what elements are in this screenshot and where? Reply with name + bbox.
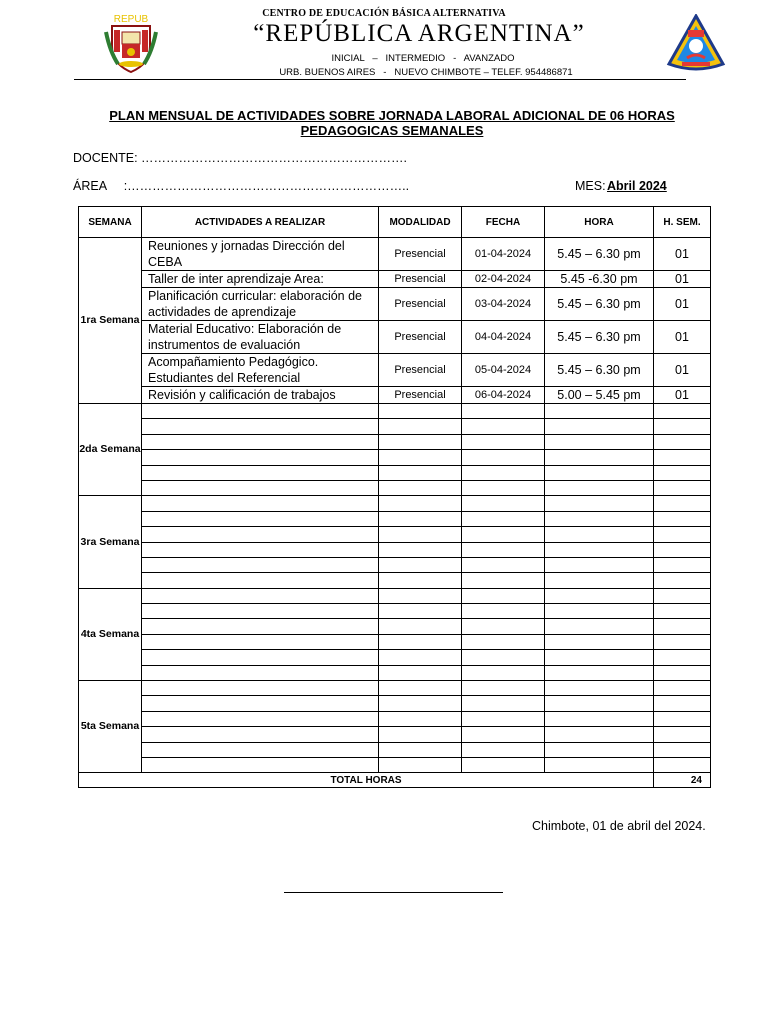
empty-cell (142, 557, 379, 572)
empty-row (79, 757, 711, 772)
area-field: ÁREA :………………………………………………………….. (73, 179, 410, 193)
empty-cell (379, 681, 462, 696)
empty-cell (142, 434, 379, 449)
empty-cell (379, 450, 462, 465)
document-title: PLAN MENSUAL DE ACTIVIDADES SOBRE JORNADA LABORAL ADICIONAL DE 06 HORAS PEDAGOGICAS SEMANALES (109, 108, 675, 138)
empty-cell (462, 650, 545, 665)
time-cell: 5.45 – 6.30 pm (545, 354, 654, 387)
empty-cell (545, 757, 654, 772)
empty-row (79, 419, 711, 434)
empty-cell (545, 604, 654, 619)
modality-cell: Presencial (379, 288, 462, 321)
ceba-shield-logo (666, 14, 726, 72)
empty-cell (654, 665, 711, 680)
empty-cell (142, 619, 379, 634)
empty-cell (545, 588, 654, 603)
week-label: 5ta Semana (79, 681, 142, 773)
table-row (79, 238, 711, 271)
empty-cell (545, 450, 654, 465)
time-cell: 5.00 – 5.45 pm (545, 387, 654, 404)
empty-cell (654, 511, 711, 526)
empty-row (79, 527, 711, 542)
empty-cell (142, 727, 379, 742)
header-fecha: FECHA (462, 207, 545, 238)
empty-row (79, 496, 711, 511)
empty-cell (379, 727, 462, 742)
empty-cell (545, 665, 654, 680)
school-levels: INICIAL – INTERMEDIO - AVANZADO (331, 53, 515, 64)
empty-row (79, 588, 711, 603)
table-header-row (79, 207, 711, 238)
activity-cell: Reuniones y jornadas Dirección del CEBA (142, 238, 379, 271)
empty-cell (462, 727, 545, 742)
empty-cell (654, 527, 711, 542)
empty-row (79, 542, 711, 557)
logo-overlay-text: REPUB (113, 14, 149, 25)
empty-cell (462, 465, 545, 480)
empty-cell (545, 573, 654, 588)
hours-cell: 01 (654, 271, 711, 288)
empty-cell (379, 496, 462, 511)
header-hsem: H. SEM. (654, 207, 711, 238)
empty-cell (545, 434, 654, 449)
empty-cell (379, 511, 462, 526)
hours-cell: 01 (654, 354, 711, 387)
hours-cell: 01 (654, 387, 711, 404)
total-value: 24 (654, 773, 711, 788)
empty-row (79, 665, 711, 680)
empty-cell (654, 450, 711, 465)
empty-row (79, 634, 711, 649)
time-cell: 5.45 – 6.30 pm (545, 288, 654, 321)
empty-cell (142, 665, 379, 680)
date-cell: 02-04-2024 (462, 271, 545, 288)
empty-cell (142, 711, 379, 726)
empty-cell (545, 727, 654, 742)
school-name: “REPÚBLICA ARGENTINA” (253, 20, 585, 47)
empty-cell (142, 573, 379, 588)
empty-row (79, 711, 711, 726)
empty-cell (654, 711, 711, 726)
time-cell: 5.45 – 6.30 pm (545, 321, 654, 354)
header-hora: HORA (545, 207, 654, 238)
empty-cell (379, 757, 462, 772)
empty-cell (545, 742, 654, 757)
empty-cell (462, 711, 545, 726)
empty-cell (654, 757, 711, 772)
empty-cell (379, 604, 462, 619)
empty-cell (462, 527, 545, 542)
hours-cell: 01 (654, 238, 711, 271)
activity-cell: Acompañamiento Pedagógico. Estudiantes del Referencial (142, 354, 379, 387)
school-type: CENTRO DE EDUCACIÓN BÁSICA ALTERNATIVA (262, 8, 506, 19)
activity-cell: Revisión y calificación de trabajos (142, 387, 379, 404)
empty-cell (379, 527, 462, 542)
empty-row (79, 619, 711, 634)
empty-cell (379, 696, 462, 711)
date-cell: 05-04-2024 (462, 354, 545, 387)
table-row (79, 387, 711, 404)
empty-cell (142, 634, 379, 649)
empty-cell (462, 542, 545, 557)
empty-cell (142, 511, 379, 526)
empty-cell (142, 419, 379, 434)
date-cell: 06-04-2024 (462, 387, 545, 404)
empty-row (79, 557, 711, 572)
empty-cell (142, 480, 379, 495)
empty-row (79, 650, 711, 665)
empty-row (79, 604, 711, 619)
empty-row (79, 742, 711, 757)
empty-row (79, 681, 711, 696)
empty-cell (379, 480, 462, 495)
mes-value: Abril 2024 (607, 179, 667, 193)
empty-cell (545, 696, 654, 711)
mes-label: MES: (575, 179, 606, 193)
empty-cell (379, 557, 462, 572)
header-actividades: ACTIVIDADES A REALIZAR (142, 207, 379, 238)
empty-cell (654, 681, 711, 696)
empty-cell (462, 419, 545, 434)
table-row (79, 288, 711, 321)
empty-cell (142, 757, 379, 772)
empty-cell (462, 681, 545, 696)
header-divider (74, 79, 686, 80)
empty-cell (462, 634, 545, 649)
empty-cell (462, 450, 545, 465)
empty-cell (142, 588, 379, 603)
empty-cell (379, 588, 462, 603)
modality-cell: Presencial (379, 387, 462, 404)
empty-cell (142, 696, 379, 711)
empty-cell (654, 727, 711, 742)
time-cell: 5.45 – 6.30 pm (545, 238, 654, 271)
empty-cell (379, 742, 462, 757)
hours-cell: 01 (654, 288, 711, 321)
table-row (79, 354, 711, 387)
table-row (79, 321, 711, 354)
empty-cell (654, 419, 711, 434)
empty-cell (379, 634, 462, 649)
empty-row (79, 696, 711, 711)
date-cell: 04-04-2024 (462, 321, 545, 354)
empty-cell (462, 404, 545, 419)
empty-row (79, 573, 711, 588)
empty-cell (545, 557, 654, 572)
empty-cell (545, 527, 654, 542)
empty-cell (142, 496, 379, 511)
empty-cell (654, 434, 711, 449)
empty-row (79, 727, 711, 742)
modality-cell: Presencial (379, 321, 462, 354)
empty-cell (142, 542, 379, 557)
empty-cell (462, 434, 545, 449)
empty-cell (379, 434, 462, 449)
empty-cell (462, 496, 545, 511)
empty-cell (654, 604, 711, 619)
empty-cell (379, 650, 462, 665)
empty-row (79, 434, 711, 449)
empty-cell (462, 757, 545, 772)
empty-cell (379, 665, 462, 680)
modality-cell: Presencial (379, 238, 462, 271)
empty-cell (142, 604, 379, 619)
week-label: 1ra Semana (79, 238, 142, 404)
modality-cell: Presencial (379, 354, 462, 387)
empty-cell (142, 527, 379, 542)
signature-line (284, 892, 503, 893)
empty-cell (379, 465, 462, 480)
empty-row (79, 480, 711, 495)
week-label: 4ta Semana (79, 588, 142, 680)
empty-cell (654, 542, 711, 557)
empty-cell (545, 511, 654, 526)
header-semana: SEMANA (79, 207, 142, 238)
empty-cell (462, 619, 545, 634)
activity-cell: Material Educativo: Elaboración de instrumentos de evaluación (142, 321, 379, 354)
empty-cell (545, 542, 654, 557)
empty-cell (654, 496, 711, 511)
empty-cell (545, 619, 654, 634)
empty-row (79, 450, 711, 465)
activity-cell: Taller de inter aprendizaje Area: (142, 271, 379, 288)
empty-row (79, 465, 711, 480)
empty-cell (142, 742, 379, 757)
empty-cell (462, 696, 545, 711)
empty-cell (462, 573, 545, 588)
total-row (79, 773, 711, 788)
week-label: 3ra Semana (79, 496, 142, 588)
docente-field: DOCENTE: ………………………………………………………. (73, 151, 408, 165)
empty-cell (379, 573, 462, 588)
empty-cell (654, 742, 711, 757)
empty-cell (462, 511, 545, 526)
activities-table (78, 206, 711, 788)
date-cell: 03-04-2024 (462, 288, 545, 321)
empty-cell (654, 650, 711, 665)
empty-cell (142, 650, 379, 665)
date-cell: 01-04-2024 (462, 238, 545, 271)
empty-cell (654, 480, 711, 495)
empty-cell (545, 419, 654, 434)
empty-cell (654, 465, 711, 480)
empty-cell (545, 465, 654, 480)
empty-cell (545, 480, 654, 495)
empty-cell (545, 681, 654, 696)
empty-cell (545, 496, 654, 511)
empty-cell (654, 557, 711, 572)
empty-cell (654, 573, 711, 588)
empty-cell (379, 619, 462, 634)
empty-cell (379, 404, 462, 419)
empty-cell (142, 465, 379, 480)
place-date: Chimbote, 01 de abril del 2024. (532, 819, 706, 833)
school-address: URB. BUENOS AIRES - NUEVO CHIMBOTE – TELEF. 954486871 (279, 67, 573, 78)
empty-cell (545, 711, 654, 726)
empty-cell (545, 634, 654, 649)
modality-cell: Presencial (379, 271, 462, 288)
table-row (79, 271, 711, 288)
empty-cell (142, 450, 379, 465)
empty-cell (462, 742, 545, 757)
empty-cell (654, 404, 711, 419)
empty-cell (654, 588, 711, 603)
activity-cell: Planificación curricular: elaboración de actividades de aprendizaje (142, 288, 379, 321)
total-label: TOTAL HORAS (79, 773, 654, 788)
header-modalidad: MODALIDAD (379, 207, 462, 238)
empty-cell (462, 588, 545, 603)
week-label: 2da Semana (79, 404, 142, 496)
empty-cell (545, 404, 654, 419)
empty-cell (654, 696, 711, 711)
empty-row (79, 511, 711, 526)
empty-cell (462, 604, 545, 619)
empty-cell (462, 665, 545, 680)
empty-row (79, 404, 711, 419)
empty-cell (379, 419, 462, 434)
empty-cell (462, 557, 545, 572)
empty-cell (379, 542, 462, 557)
empty-cell (142, 404, 379, 419)
empty-cell (545, 650, 654, 665)
time-cell: 5.45 -6.30 pm (545, 271, 654, 288)
empty-cell (142, 681, 379, 696)
hours-cell: 01 (654, 321, 711, 354)
empty-cell (654, 619, 711, 634)
empty-cell (379, 711, 462, 726)
empty-cell (654, 634, 711, 649)
empty-cell (462, 480, 545, 495)
